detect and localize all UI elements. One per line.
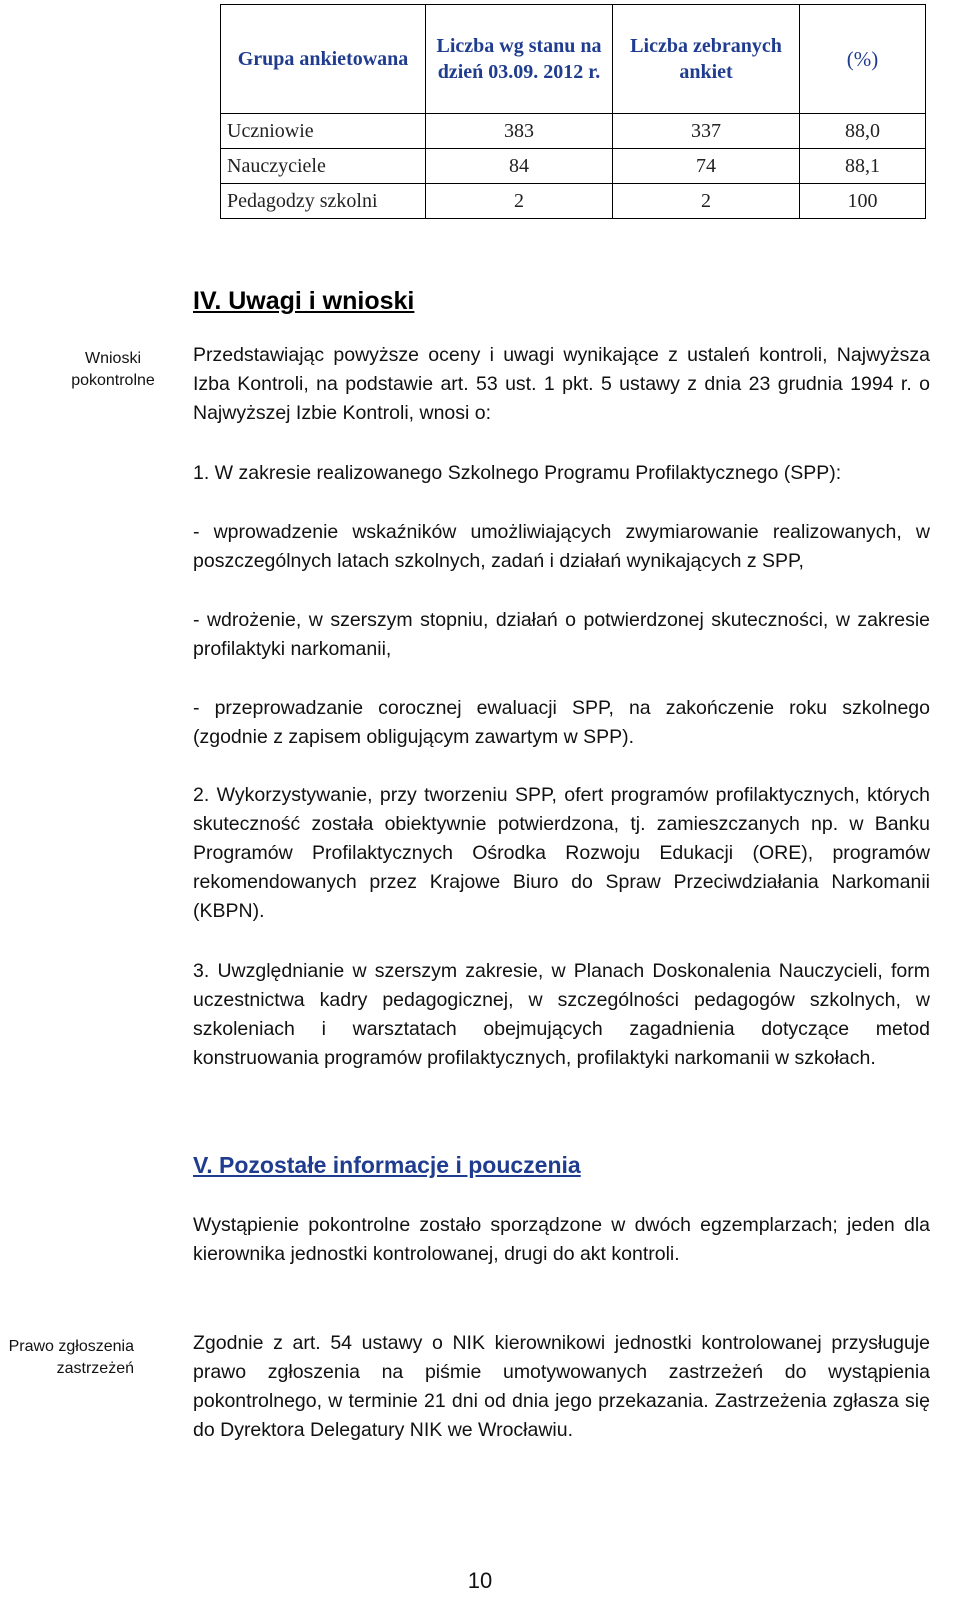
cell-group: Uczniowie (221, 114, 426, 149)
header-count-date: Liczba wg stanu na dzień 03.09. 2012 r. (426, 5, 613, 114)
cell-collected: 2 (613, 184, 800, 219)
table-row (221, 184, 926, 219)
cell-group: Nauczyciele (221, 149, 426, 184)
cell-count: 2 (426, 184, 613, 219)
point-3-paragraph: 3. Uwzględnianie w szerszym zakresie, w Planach Doskonalenia Nauczycieli, form uczestnictwa kadry pedagogicznej, w szczególności pedagogów szkolnych, w szkoleniach i warsztatach obejmujących zagadnienia dotyczące metod konstruowania programów profilaktycznych, profilaktyki narkomanii w szkołach. (193, 960, 930, 1069)
cell-count: 383 (426, 114, 613, 149)
table-row (221, 114, 926, 149)
survey-table (220, 4, 926, 219)
cell-percent: 100 (800, 184, 926, 219)
table-header-row (221, 5, 926, 114)
point-1-item: - wprowadzenie wskaźników umożliwiających zwymiarowanie realizowanych, w poszczególnych latach szkolnych, zadań i działań wynikających z SPP, (193, 521, 930, 572)
cell-collected: 74 (613, 149, 800, 184)
page-number: 10 (467, 1568, 493, 1593)
section-heading-iv: IV. Uwagi i wnioski (193, 287, 415, 315)
intro-paragraph: Przedstawiając powyższe oceny i uwagi wynikające z ustaleń kontroli, Najwyższa Izba Kontroli, na podstawie art. 53 ust. 1 pkt. 5 ustawy z dnia 23 grudnia 1994 r. o Najwyższej Izbie Kontroli, wnosi o: (193, 344, 930, 424)
section-v-paragraph: Wystąpienie pokontrolne zostało sporządzone w dwóch egzemplarzach; jeden dla kierownika jednostki kontrolowanej, drugi do akt kontroli. (193, 1214, 930, 1265)
cell-group: Pedagodzy szkolni (221, 184, 426, 219)
objection-rights-paragraph: Zgodnie z art. 54 ustawy o NIK kierownikowi jednostki kontrolowanej przysługuje prawo zgłoszenia na piśmie umotywowanych zastrzeżeń do wystąpienia pokontrolnego, w terminie 21 dni od dnia jego przekazania. Zastrzeżenia zgłasza się do Dyrektora Delegatury NIK we Wrocławiu. (193, 1332, 930, 1441)
point-2-paragraph: 2. Wykorzystywanie, przy tworzeniu SPP, ofert programów profilaktycznych, których skuteczność została obiektywnie potwierdzona, tj. zamieszczanych np. w Banku Programów Profilaktycznych Ośrodka Rozwoju Edukacji (ORE), programów rekomendowanych przez Krajowe Biuro do Spraw Przeciwdziałania Narkomanii (KBPN). (193, 784, 930, 922)
point-1-item: - wdrożenie, w szerszym stopniu, działań o potwierdzonej skuteczności, w zakresie profilaktyki narkomanii, (193, 609, 930, 660)
point-1-item: - przeprowadzanie corocznej ewaluacji SPP, na zakończenie roku szkolnego (zgodnie z zapisem obligującym zawartym w SPP). (193, 697, 930, 748)
section-heading-v: V. Pozostałe informacje i pouczenia (193, 1152, 581, 1178)
cell-percent: 88,0 (800, 114, 926, 149)
point-1-title: 1. W zakresie realizowanego Szkolnego Programu Profilaktycznego (SPP): (193, 462, 842, 484)
header-collected: Liczba zebranych ankiet (613, 5, 800, 114)
header-percent: (%) (800, 5, 926, 114)
side-label-objection-rights: Prawo zgłoszenia zastrzeżeń (8, 1338, 134, 1377)
table-row (221, 149, 926, 184)
header-group: Grupa ankietowana (221, 5, 426, 114)
cell-percent: 88,1 (800, 149, 926, 184)
cell-count: 84 (426, 149, 613, 184)
cell-collected: 337 (613, 114, 800, 149)
side-label-conclusions: Wnioski pokontrolne (71, 350, 155, 389)
